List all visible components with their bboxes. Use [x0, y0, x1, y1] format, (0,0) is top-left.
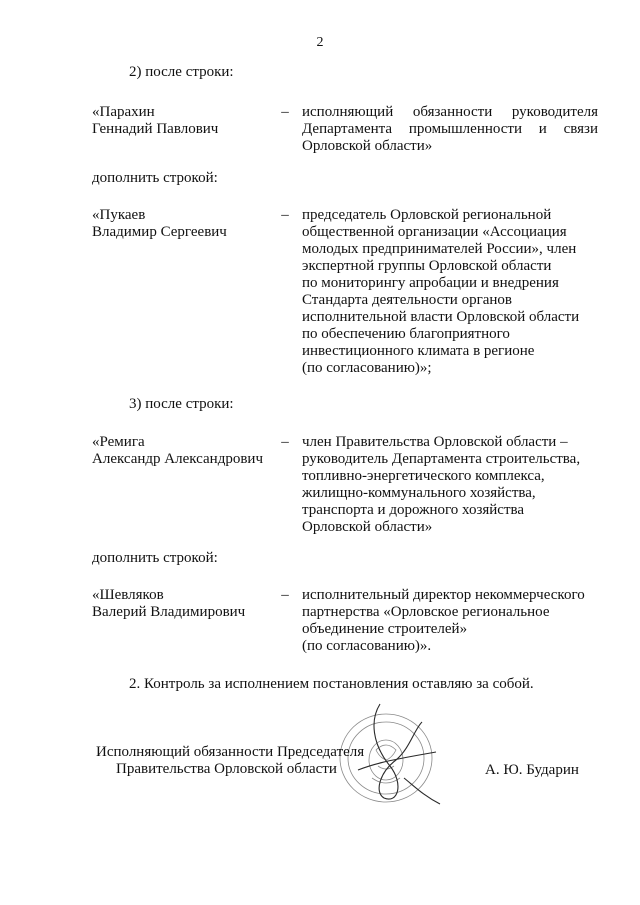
position-description: член Правительства Орловской области – руководитель Департамента строительства, топливно-энергетического комплекса, жилищно-коммунального хозяйства, транспорта и дорожного хозяйства Орловской области» — [302, 434, 581, 535]
item-intro: дополнить строкой: — [92, 550, 218, 566]
closing-paragraph: 2. Контроль за исполнением постановления оставляю за собой. — [129, 676, 534, 692]
position-description: исполнительный директор некоммерческого партнерства «Орловское региональное объединение строителей» (по согласованию)». — [302, 587, 585, 654]
list-entry — [92, 434, 602, 538]
position-description: председатель Орловской региональной общественной организации «Ассоциация молодых предпринимателей России», член экспертной группы Орловской области по мониторингу апробации и внедрения Стандарта деятельности органов исполнительной власти Орловской области по обеспечению благоприятного инвестиционного климата в регионе (по согласованию)»; — [302, 207, 580, 376]
list-entry — [92, 207, 602, 377]
list-entry — [92, 104, 602, 156]
dash-separator: – — [281, 587, 289, 603]
dash-separator: – — [281, 434, 289, 450]
item-intro: 3) после строки: — [129, 396, 234, 412]
list-entry — [92, 587, 602, 657]
person-name: «Ремига Александр Александрович — [92, 434, 263, 467]
dash-separator: – — [281, 104, 289, 120]
signatory-name: А. Ю. Бударин — [485, 762, 579, 778]
signatory-title: Исполняющий обязанности Председателя Правительства Орловской области — [96, 744, 365, 777]
person-name: «Пукаев Владимир Сергеевич — [92, 207, 227, 240]
dash-separator: – — [281, 207, 289, 223]
item-intro: 2) после строки: — [129, 64, 234, 80]
item-intro: дополнить строкой: — [92, 170, 218, 186]
position-description: исполняющий обязанности руководителя Департамента промышленности и связи Орловской области» — [302, 104, 598, 154]
person-name: «Шевляков Валерий Владимирович — [92, 587, 246, 620]
page-number: 2 — [316, 35, 324, 50]
person-name: «Парахин Геннадий Павлович — [92, 104, 219, 137]
